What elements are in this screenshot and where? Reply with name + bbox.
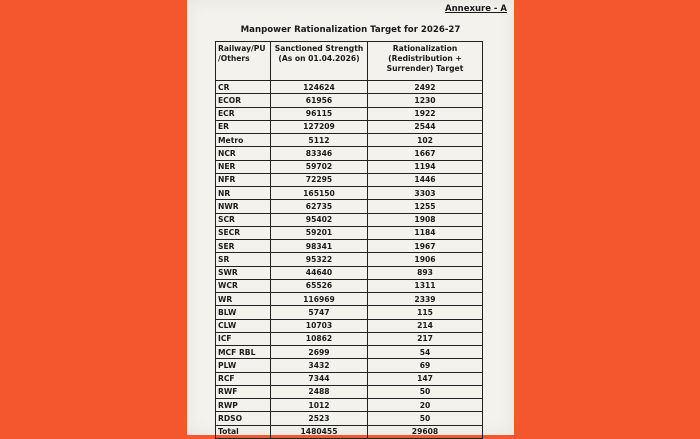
- cell-railway: RWP: [216, 399, 271, 412]
- cell-sanctioned: 62735: [271, 200, 368, 213]
- cell-railway: WCR: [216, 279, 271, 292]
- table-row: [216, 200, 483, 213]
- cell-sanctioned: 124624: [271, 81, 368, 94]
- cell-railway: ICF: [216, 332, 271, 345]
- cell-railway: NFR: [216, 173, 271, 186]
- cell-railway: WR: [216, 293, 271, 306]
- cell-target: 2544: [368, 120, 483, 133]
- table-row: [216, 213, 483, 226]
- header-target: Rationalization (Redistribution + Surrender) Target: [368, 42, 483, 81]
- cell-sanctioned: 10703: [271, 319, 368, 332]
- cell-sanctioned: 65526: [271, 279, 368, 292]
- table-row: [216, 160, 483, 173]
- cell-target: 214: [368, 319, 483, 332]
- table-row: [216, 226, 483, 239]
- cell-railway: SECR: [216, 226, 271, 239]
- table-row: [216, 187, 483, 200]
- cell-target: 2492: [368, 81, 483, 94]
- cell-sanctioned: 127209: [271, 120, 368, 133]
- cell-sanctioned: 72295: [271, 173, 368, 186]
- table-row: [216, 306, 483, 319]
- cell-sanctioned: 10862: [271, 332, 368, 345]
- table-row: [216, 279, 483, 292]
- cell-sanctioned: 116969: [271, 293, 368, 306]
- cell-sanctioned: 1012: [271, 399, 368, 412]
- table-row: [216, 134, 483, 147]
- cell-target: 1230: [368, 94, 483, 107]
- cell-target: 1446: [368, 173, 483, 186]
- table-row: [216, 385, 483, 398]
- cell-sanctioned: 165150: [271, 187, 368, 200]
- rationalization-table: [215, 41, 483, 439]
- cell-sanctioned: 61956: [271, 94, 368, 107]
- total-label: Total: [216, 425, 271, 438]
- table-header-row: [216, 42, 483, 81]
- cell-railway: PLW: [216, 359, 271, 372]
- page-title: Manpower Rationalization Target for 2026-27: [240, 25, 461, 35]
- cell-sanctioned: 2699: [271, 346, 368, 359]
- cell-railway: NER: [216, 160, 271, 173]
- table-row: [216, 346, 483, 359]
- cell-railway: SWR: [216, 266, 271, 279]
- cell-railway: RWF: [216, 385, 271, 398]
- cell-railway: NR: [216, 187, 271, 200]
- cell-target: 102: [368, 134, 483, 147]
- cell-sanctioned: 2523: [271, 412, 368, 425]
- cell-target: 1255: [368, 200, 483, 213]
- cell-target: 50: [368, 385, 483, 398]
- cell-railway: MCF RBL: [216, 346, 271, 359]
- cell-sanctioned: 3432: [271, 359, 368, 372]
- cell-sanctioned: 95322: [271, 253, 368, 266]
- cell-railway: ER: [216, 120, 271, 133]
- table-row: [216, 319, 483, 332]
- cell-target: 1667: [368, 147, 483, 160]
- cell-sanctioned: 59201: [271, 226, 368, 239]
- table-row: [216, 332, 483, 345]
- table-row: [216, 359, 483, 372]
- cell-target: 1906: [368, 253, 483, 266]
- cell-railway: RDSO: [216, 412, 271, 425]
- cell-target: 1908: [368, 213, 483, 226]
- total-sanctioned: 1480455: [271, 425, 368, 438]
- cell-target: 1967: [368, 240, 483, 253]
- table-row: [216, 399, 483, 412]
- cell-railway: SER: [216, 240, 271, 253]
- table-row: [216, 173, 483, 186]
- table-row: [216, 412, 483, 425]
- table-row: [216, 293, 483, 306]
- table-total-row: [216, 425, 483, 438]
- cell-target: 147: [368, 372, 483, 385]
- header-sanctioned: Sanctioned Strength (As on 01.04.2026): [271, 42, 368, 81]
- table-row: [216, 266, 483, 279]
- cell-target: 115: [368, 306, 483, 319]
- cell-sanctioned: 98341: [271, 240, 368, 253]
- cell-railway: SR: [216, 253, 271, 266]
- cell-railway: CR: [216, 81, 271, 94]
- document-page: [187, 0, 514, 435]
- cell-sanctioned: 83346: [271, 147, 368, 160]
- cell-target: 1922: [368, 107, 483, 120]
- cell-target: 893: [368, 266, 483, 279]
- table-row: [216, 107, 483, 120]
- header-railway: Railway/PU /Others: [216, 42, 271, 81]
- total-target: 29608: [368, 425, 483, 438]
- cell-target: 1194: [368, 160, 483, 173]
- cell-sanctioned: 7344: [271, 372, 368, 385]
- cell-target: 3303: [368, 187, 483, 200]
- cell-target: 217: [368, 332, 483, 345]
- table-row: [216, 240, 483, 253]
- cell-sanctioned: 95402: [271, 213, 368, 226]
- table-row: [216, 120, 483, 133]
- cell-railway: BLW: [216, 306, 271, 319]
- cell-sanctioned: 5112: [271, 134, 368, 147]
- cell-target: 2339: [368, 293, 483, 306]
- table-row: [216, 147, 483, 160]
- cell-railway: CLW: [216, 319, 271, 332]
- cell-sanctioned: 59702: [271, 160, 368, 173]
- cell-sanctioned: 2488: [271, 385, 368, 398]
- table-row: [216, 94, 483, 107]
- cell-target: 50: [368, 412, 483, 425]
- cell-sanctioned: 96115: [271, 107, 368, 120]
- cell-target: 54: [368, 346, 483, 359]
- cell-railway: NCR: [216, 147, 271, 160]
- cell-target: 1184: [368, 226, 483, 239]
- table-row: [216, 81, 483, 94]
- table-row: [216, 253, 483, 266]
- cell-railway: RCF: [216, 372, 271, 385]
- cell-railway: ECR: [216, 107, 271, 120]
- cell-target: 69: [368, 359, 483, 372]
- table-row: [216, 372, 483, 385]
- cell-railway: SCR: [216, 213, 271, 226]
- cell-railway: ECOR: [216, 94, 271, 107]
- cell-railway: NWR: [216, 200, 271, 213]
- cell-target: 20: [368, 399, 483, 412]
- annexure-label: Annexure - A: [445, 4, 507, 14]
- cell-sanctioned: 44640: [271, 266, 368, 279]
- cell-railway: Metro: [216, 134, 271, 147]
- cell-target: 1311: [368, 279, 483, 292]
- cell-sanctioned: 5747: [271, 306, 368, 319]
